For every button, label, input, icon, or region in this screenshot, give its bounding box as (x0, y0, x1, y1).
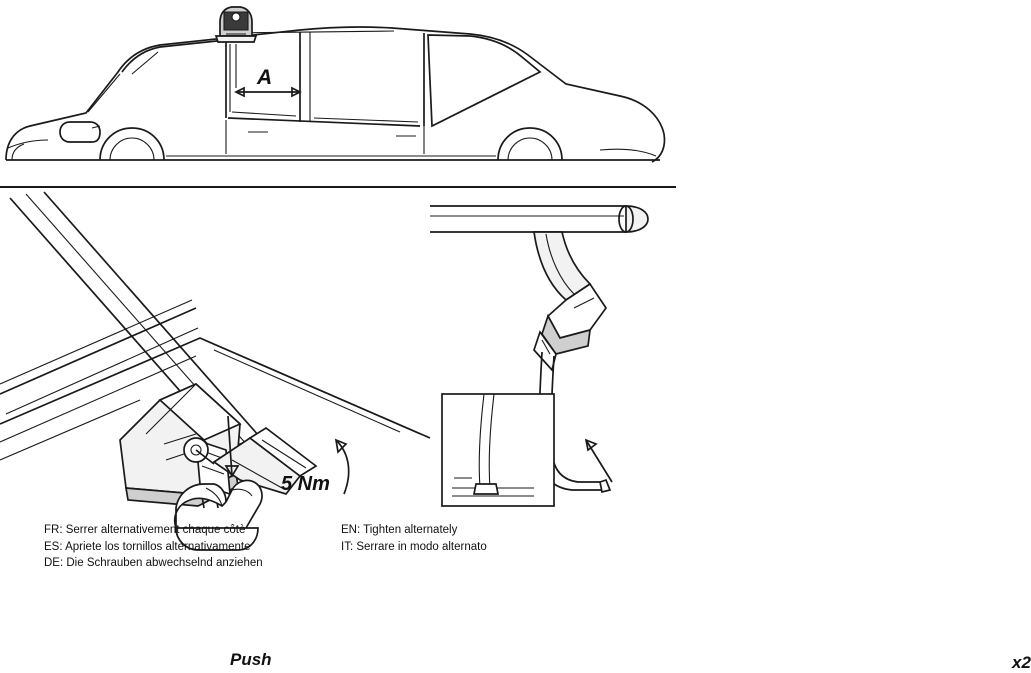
vehicle-side-view-panel (0, 0, 676, 186)
roof-foot-icon (216, 7, 256, 42)
rack-foot-pad-panel (430, 188, 1031, 672)
x2-arrow (586, 440, 612, 482)
caption-de: DE: Die Schrauben abwechselnd anziehen (44, 557, 263, 569)
caption-es: ES: Apriete los tornillos alternativamente (44, 540, 251, 553)
caption-column-right (341, 522, 487, 555)
caption-block (0, 512, 676, 582)
x2-label: x2 (1012, 653, 1031, 672)
caption-it: IT: Serrare in modo alternato (341, 540, 487, 553)
rack-foot-tightening-drawing (0, 188, 430, 508)
dimension-a-label: A (257, 66, 273, 89)
torque-label: 5 Nm (281, 473, 330, 495)
push-label: Push (230, 650, 272, 669)
rack-foot-pad-drawing (430, 188, 676, 508)
caption-column-left (44, 522, 263, 572)
vehicle-side-view-drawing (0, 0, 676, 186)
caption-fr: FR: Serrer alternativement chaque côtè (44, 524, 246, 536)
rack-foot-assembly (120, 384, 240, 506)
torque-arrow (336, 440, 349, 494)
foot-arm (534, 232, 606, 370)
inset-detail-box (442, 394, 554, 506)
caption-en: EN: Tighten alternately (341, 524, 458, 536)
